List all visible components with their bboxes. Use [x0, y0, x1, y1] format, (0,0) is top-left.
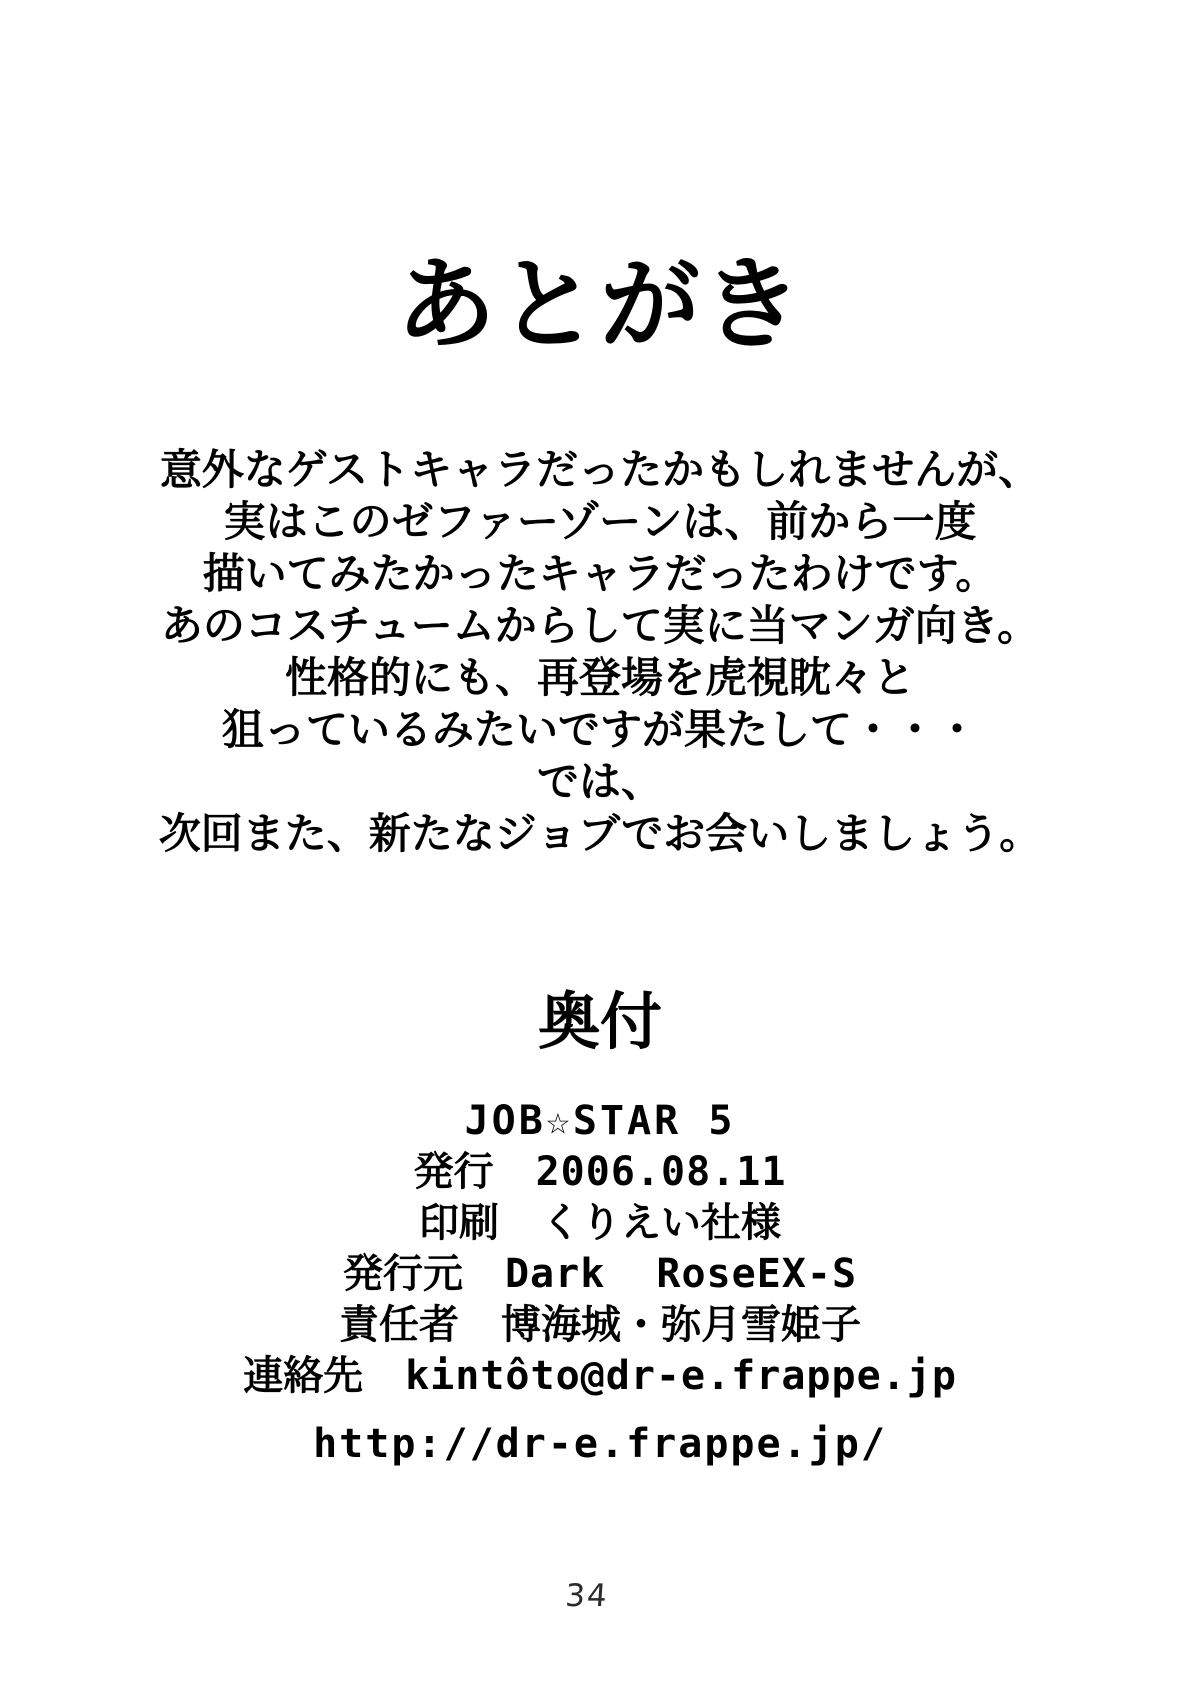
responsible-names: 博海城・弥月雪姫子	[501, 1303, 861, 1347]
published-label: 発行	[413, 1150, 494, 1194]
afterword-line-8: 次回また、新たなジョブでお会いしましょう。	[158, 810, 1042, 857]
publisher-name: Dark RoseEX-S	[504, 1251, 858, 1297]
contact-label: 連絡先	[243, 1354, 364, 1398]
colophon-entry-printer	[0, 1198, 1200, 1249]
afterword-line-7: では、	[536, 758, 663, 805]
publisher-label: 発行元	[342, 1252, 463, 1296]
afterword-title: あとがき	[396, 246, 804, 363]
colophon-entry-published	[0, 1147, 1200, 1198]
published-date: 2006.08.11	[535, 1149, 787, 1195]
printer-label: 印刷	[419, 1201, 499, 1245]
afterword-body	[0, 444, 1200, 860]
afterword-line-2: 実はこのゼファーゾーンは、前から一度	[223, 498, 977, 545]
colophon-entry-publisher	[0, 1249, 1200, 1300]
page-number: 34	[564, 1578, 610, 1614]
colophon-block	[0, 1096, 1200, 1470]
afterword-line-1: 意外なゲストキャラだったかもしれませんが、	[159, 446, 1041, 493]
book-title: JOB☆STAR 5	[464, 1098, 736, 1144]
colophon-entry-contact	[0, 1351, 1200, 1402]
website-url: http://dr-e.frappe.jp/	[313, 1421, 887, 1467]
afterword-line-6: 狙っているみたいですが果たして・・・	[221, 706, 978, 753]
afterword-line-4: あのコスチュームからして実に当マンガ向き。	[160, 602, 1040, 649]
contact-email: kintôto@dr-e.frappe.jp	[405, 1353, 957, 1399]
colophon-heading: 奥付	[537, 985, 662, 1058]
colophon-entry-responsible	[0, 1300, 1200, 1351]
afterword-line-3: 描いてみたかったキャラだったわけです。	[202, 550, 998, 597]
responsible-label: 責任者	[339, 1303, 459, 1347]
afterword-line-5: 性格的にも、再登場を虎視眈々と	[284, 654, 915, 701]
printer-name: くりえい社様	[541, 1201, 781, 1245]
